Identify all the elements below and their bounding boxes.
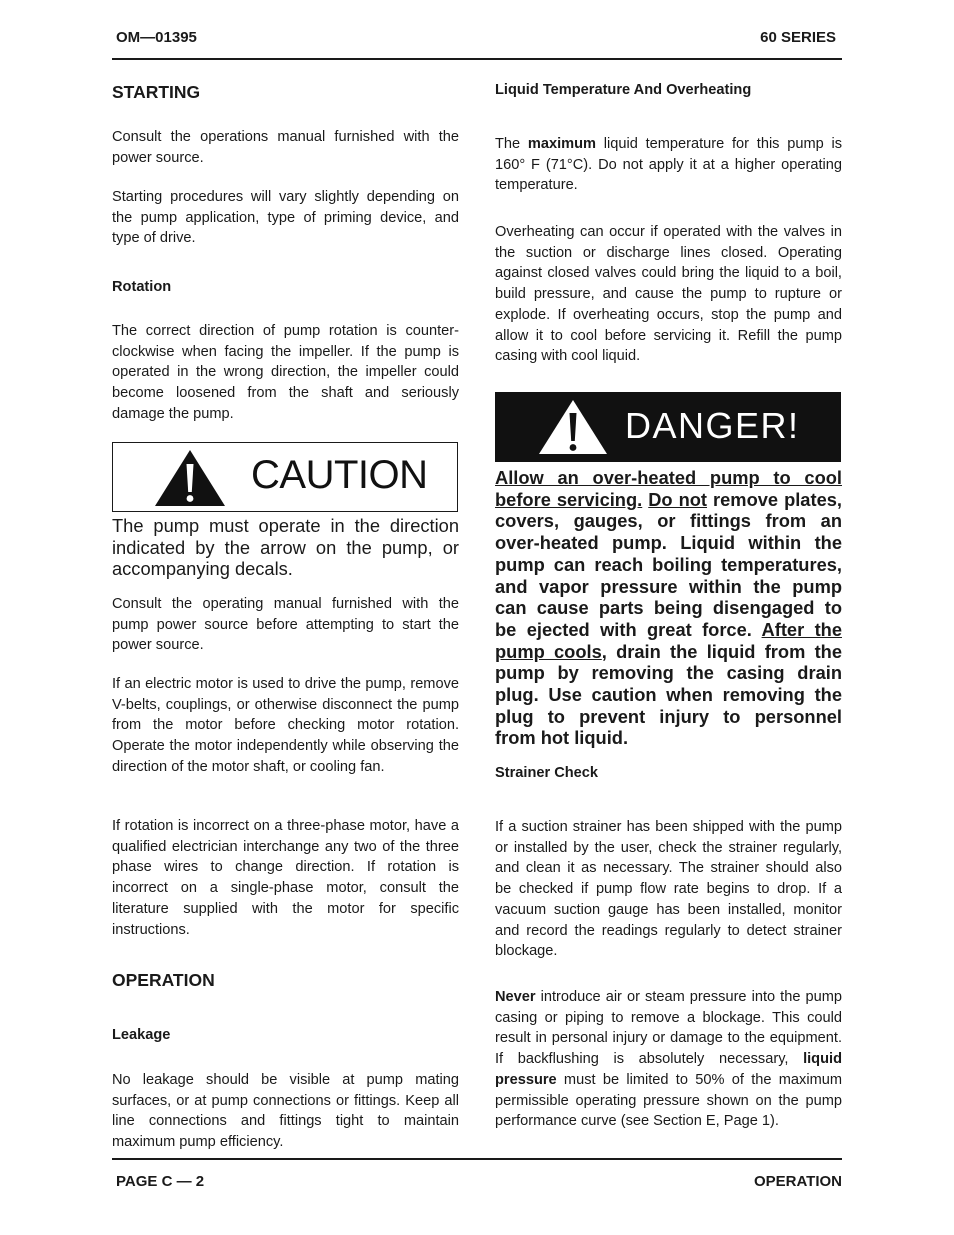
caution-banner <box>112 442 458 512</box>
caution-text: The pump must operate in the direction indicated by the arrow on the pump, or accompanying decals. <box>112 515 459 580</box>
danger-text: Allow an over-heated pump to cool before servicing. Do not remove plates, covers, gauges, or fittings from an over-heated pump. Liquid within the pump can reach boiling temperatures, and vapor pressure within the pump can cause parts being disengaged to be ejected with great force. After the pump cools, drain the liquid from the pump by removing the casing drain plug. Use caution when removing the plug to prevent injury to personnel from hot liquid. <box>495 467 842 749</box>
liquid-temperature-heading: Liquid Temperature And Overheating <box>495 82 752 98</box>
warning-exclamation-icon <box>537 398 609 456</box>
danger-banner <box>495 392 841 462</box>
strainer-check-heading: Strainer Check <box>495 765 599 781</box>
caution-label: CAUTION <box>251 453 428 497</box>
rotation-paragraph-1: The correct direction of pump rotation is counter-clockwise when facing the impeller. If the pump is operated in the wrong direction, the impeller could become loosened from the shaft and seriously damage the pump. <box>112 323 459 422</box>
danger-label: DANGER! <box>625 405 800 446</box>
doc-number: OM—01395 <box>116 29 197 46</box>
series-label: 60 SERIES <box>760 29 836 46</box>
liquid-temperature-paragraph-2: Overheating can occur if operated with the valves in the suction or discharge lines closed. Operating against closed valves could bring the liquid to a boil, build pressure, and cause the pump to rupture or explode. If overheating occurs, stop the pump and allow it to cool before servicing it. Refill the pump casing with cool liquid. <box>495 224 842 365</box>
rotation-paragraph-2: Consult the operating manual furnished with the pump power source before attempting to start the power source. <box>112 596 459 654</box>
starting-heading: STARTING <box>112 82 201 102</box>
rotation-paragraph-4: If rotation is incorrect on a three-phase motor, have a qualified electrician interchange any two of the three phase wires to change direction. If rotation is incorrect on a single-phase motor, consult the literature supplied with the motor for specific instructions. <box>112 818 459 938</box>
rotation-heading: Rotation <box>112 279 172 295</box>
leakage-heading: Leakage <box>112 1027 171 1043</box>
starting-paragraph-1: Consult the operations manual furnished with the power source. <box>112 129 459 166</box>
strainer-paragraph-2: Never introduce air or steam pressure into the pump casing or piping to remove a blockage. This could result in personal injury or damage to the equipment. If backflushing is absolutely necessary, liquid pressure must be limited to 50% of the maximum permissible operating pressure shown on the pump performance curve (see Section E, Page 1). <box>495 989 842 1130</box>
leakage-paragraph: No leakage should be visible at pump mating surfaces, or at pump connections or fittings. Keep all line connections and fittings tight to maintain maximum pump efficiency. <box>112 1072 459 1151</box>
footer-section: OPERATION <box>753 1173 842 1190</box>
footer-rule <box>112 1158 842 1160</box>
rotation-paragraph-3: If an electric motor is used to drive the pump, remove V-belts, couplings, or otherwise disconnect the pump from the motor before checking motor rotation. Operate the motor independently while observing the direction of the motor shaft, or cooling fan. <box>112 676 459 775</box>
liquid-temperature-paragraph-1: The maximum liquid temperature for this pump is 160° F (71°C). Do not apply it at a higher operating temperature. <box>495 136 843 194</box>
operation-heading: OPERATION <box>112 970 215 990</box>
header-rule <box>112 58 842 60</box>
starting-paragraph-2: Starting procedures will vary slightly depending on the pump application, type of priming device, and type of drive. <box>112 189 459 247</box>
page-number: PAGE C — 2 <box>116 1173 205 1190</box>
warning-exclamation-icon <box>153 448 227 508</box>
strainer-paragraph-1: If a suction strainer has been shipped with the pump or installed by the user, check the strainer regularly, and clean it as necessary. The strainer should also be checked if pump flow rate begins to drop. If a vacuum suction gauge has been installed, monitor and record the readings regularly to detect strainer blockage. <box>495 819 842 960</box>
